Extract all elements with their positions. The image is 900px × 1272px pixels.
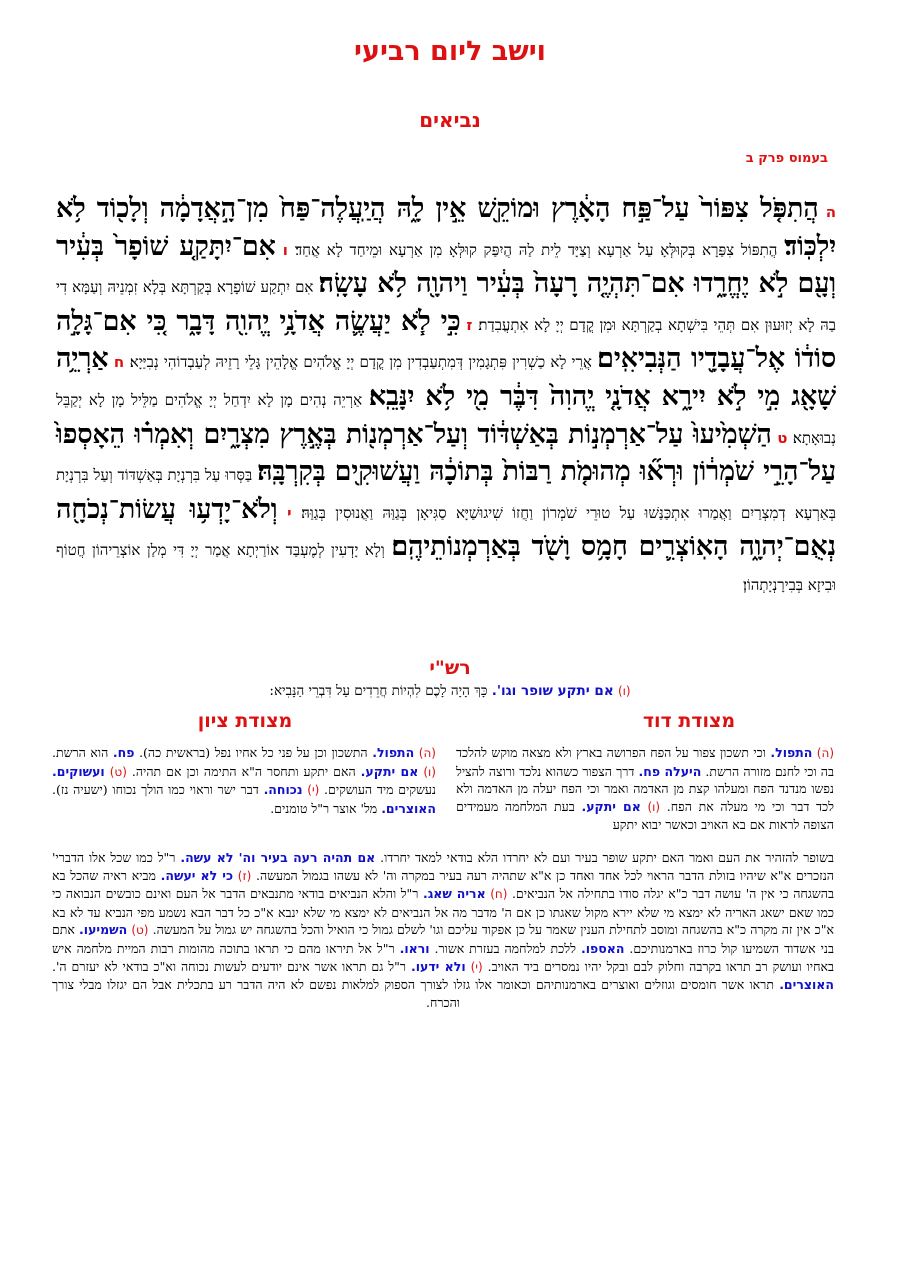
verse-number: ו <box>282 240 288 259</box>
verse-number: ח <box>113 353 125 372</box>
metzudat-david-column <box>456 744 834 834</box>
commentary-text: ר"ל גם תראו אשר אינם יודעים לעשות נכוחה וא"כ בודאי לא יעזרם ה'. <box>52 958 407 974</box>
metzudat-zion-title: מצודת ציון <box>197 710 293 732</box>
section-subtitle: נביאים <box>419 108 481 132</box>
commentary-keyword: כי לא יעשה. <box>160 867 234 883</box>
verse-hebrew: אִם־יִתָּקַ֤ע שׁוֹפָר֙ בְּעִ֔יר וְעָ֖ם לֹ֣א יֶחֱרָ֑דוּ אִם־תִּהְיֶ֤ה רָעָה֙ בְּעִ֔יר וַיהוָ֖ה לֹ֥א עָשָֽׂה׃ <box>56 230 836 300</box>
commentary-keyword: ולא ידעו. <box>410 958 466 974</box>
commentary-keyword: אם יתקע. <box>360 763 419 779</box>
verse-hebrew: אַרְיֵ֥ה שָׁאָ֖ג מִ֣י לֹ֣א יִירָ֑א אֲדֹנָ֤י יֱהוִה֙ דִּבֶּ֔ר מִ֖י לֹ֥א יִנָּבֵֽא׃ <box>56 343 836 412</box>
rashi-title: רש"י <box>429 657 471 679</box>
commentary-text: אתם בני אשדוד השמיעו קול כרוז בארמנותיכם. <box>52 922 834 956</box>
commentary-verse-number: (ו) <box>647 799 661 814</box>
commentary-text: ר"ל אל תיראו מהם כי תראו בתוכה מהומות רבות המיית מלחמה איש באחיו ועושק רב תראו בקרבה וחלוק לבם ובקל יהיו נמסרים ביד האויב. <box>52 940 835 974</box>
commentary-keyword: התפול. <box>372 745 415 760</box>
commentary-verse-number: (ה) <box>418 746 436 760</box>
verse-number: ז <box>466 315 473 334</box>
commentary-verse-number: (ט) <box>109 764 127 779</box>
verse-number: י <box>287 503 292 522</box>
verse-hebrew: וְלֹא־יָדְע֥וּ עֲשׂוֹת־נְכֹחָ֖ה נְאֻם־יְהוָ֑ה הָאֽוֹצְרִ֛ים חָמָ֥ס וָשֹׁ֖ד בְּאַרְמְנוֹתֵיהֶֽם׃ <box>56 493 836 563</box>
commentary-keyword: אם יתקע. <box>581 798 641 814</box>
verse-targum: הֲתִפּוֹל צִפַּרָא בְּקוּלְּאָ עַל אַרְעָא וְצַיָּד לֵית לַהּ הֲיִפַּק קוּלְּאָ מִן אַרְעָא וּמֵיחַד לָא אֲחַד׃ <box>294 240 778 259</box>
metzudat-david-title: מצודת דוד <box>642 710 736 732</box>
chapter-label: בעמוס פרק ב <box>745 151 828 166</box>
commentary-text: תראו אשר חומסים וגוזלים ואוצרים בארמנותיהם וכאומר אלו גזלו לצורך הספוק למלאות נפשם לא היה הדבר רע בתכלית אבל הם יגזלו מבלי צורך והכרח. <box>52 977 774 1010</box>
commentary-keyword: ועשוקים. <box>52 763 105 779</box>
commentary-text: בשופר להזהיר את העם ואמר האם יתקע שופר בעיר ועם לא יחרדו הלא בודאי למאד יחרדו. <box>380 850 834 865</box>
verse-targum: אֲרֵי לָא כַשְׁרִין פִּתְגָמִין דְּמִתְעַבְדִין מִן קֳדָם יְיָ אֱלֹהִים אֱלָהֵין גָּלֵי רָזֵיהּ לְעַבְדוֹהִי נְבִיַּיָא׃ <box>129 353 592 372</box>
commentary-text: מל' אוצר ר"ל טומנים. <box>270 800 378 816</box>
verse-targum: אִם יִתְקַע שׁוֹפָרָא בְּקַרְתָּא בְּלָא זִמְנֵיהּ וְעַמָּא דִי בַהּ לָא יְזוּעוּן אִם תְּהֵי בִּישְׁתָא בְקַרְתָּא וּמִן קֳדָם יְיָ לָא אִתְעֲבִדַת׃ <box>56 278 836 334</box>
commentary-keyword: נכוחה. <box>263 782 303 798</box>
commentary-verse-number: (י) <box>307 783 320 798</box>
metzudat-david-continued <box>52 849 834 1011</box>
metzudat-zion-column <box>52 744 436 817</box>
commentary-keyword: השמיעו. <box>79 922 128 938</box>
commentary-text: ללכת למלחמה בעזרת אשור. <box>434 940 576 956</box>
commentary-text: דבר ישר וראוי כמו הולך נכוחו (ישעיה נז). <box>52 782 259 798</box>
page-title: וישב ליום רביעי <box>354 36 546 67</box>
verse-hebrew: הַשְׁמִ֙יעוּ֙ עַל־אַרְמְנ֣וֹת בְּאַשְׁדּ֔וֹד וְעַל־אַרְמְנ֖וֹת בְּאֶ֣רֶץ מִצְרָ֑יִם וְאִמְר֗וּ הֵאָסְפוּ֙ עַל־הָרֵ֣י שֹׁמְר֔וֹן וּרְא֞וּ מְהוּמֹ֤ת רַבּוֹת֙ בְּתוֹכָ֔הּ וַעֲשׁוּקִ֖ים בְּקִרְבָּֽהּ׃ <box>56 418 836 488</box>
verse-hebrew: כִּ֣י לֹ֧א יַעֲשֶׂ֛ה אֲדֹנָ֥י יֱהוִ֖ה דָּבָ֑ר כִּ֚י אִם־גָּלָ֣ה סוֹד֔וֹ אֶל־עֲבָדָ֖יו הַנְּבִיאִֽים׃ <box>56 305 836 375</box>
commentary-text: נעשקים מיד העושקים. <box>324 782 436 798</box>
rashi-text: כָּךְ הָיָה לָכֶם לִהְיוֹת חֲרֵדִים עַל דִּבְרֵי הַנָּבִיא: <box>269 683 488 699</box>
verse-number: ה <box>825 203 836 221</box>
commentary-verse-number: (ח) <box>490 887 508 902</box>
commentary-text: דרך הצפור כשהוא נלכד ורוצה להציל נפשו מנדנד הפח ומעלהו קצת מן האדמה ואמר וכי הפח יעלה מן האדמה ולא לכד דבר וכי מי מעלה את הפח. <box>456 763 834 814</box>
commentary-keyword: היעלה פח. <box>638 763 702 779</box>
commentary-verse-number: (ה) <box>816 746 834 760</box>
commentary-text: מביא ראיה שהכל בא בהשגחה כי אין ה' עושה דבר כ"א יגלה סודו בתחילה אל הנביאים. <box>52 867 834 902</box>
rashi-verse-number: (ו) <box>617 684 631 698</box>
commentary-keyword: האוצרים. <box>381 800 436 816</box>
commentary-keyword: וראו. <box>399 940 430 956</box>
commentary-text: הוא הרשת. <box>52 745 109 760</box>
commentary-keyword: אם תהיה רעה בעיר וה' לא עשה. <box>180 850 376 865</box>
verse-hebrew: הֲתִפֹּ֤ל צִפּוֹר֙ עַל־פַּ֣ח הָאָ֔רֶץ וּמוֹקֵ֖שׁ אֵ֣ין לָ֑הּ הֲיַֽעֲלֶה־פַּח֙ מִן־הָ֣אֲדָמָ֔ה וְלָכ֖וֹד לֹ֥א יִלְכּֽוֹד׃ <box>56 193 837 262</box>
commentary-verse-number: (י) <box>470 959 483 974</box>
rashi-keyword: אם יתקע שופר וגו'. <box>491 683 614 699</box>
commentary-verse-number: (ו) <box>423 764 436 779</box>
commentary-keyword: פח. <box>112 745 135 760</box>
commentary-text: ר"ל כמו שכל אלו הדברי' הנזכרים א"א שיהיו בזולת הדבר הראוי לכל אחד ואחד כן א"א שתהיה רעה בעיר במקרה וה' לא עשהו בגמול המעשה. <box>52 850 834 883</box>
verse-targum: אַרְיֵה נְהִים מָן לָא יִדְחַל יְיָ אֱלֹהִים מַלֵּיל מָן לָא יְקַבֵּל נְבוּאָתָא׃ <box>56 390 836 447</box>
commentary-verse-number: (ט) <box>131 923 149 938</box>
commentary-verse-number: (ז) <box>237 868 252 883</box>
commentary-keyword: האוצרים. <box>779 977 834 993</box>
commentary-text: האם יתקע ותחסר ה"א התימה וכן אם תהיה. <box>131 763 356 779</box>
commentary-text: בעת המלחמה מעמידים הצופה לראות אם בא האויב וכאשר יבוא יתקע <box>456 798 834 833</box>
verse-targum: וְלָא יָדְעִין לְמֶעְבַּד אוֹרַיְתָא אֲמַר יְיָ דִּי מְלַן אוֹצְרֵיהוֹן חֲטוֹף וּבִיזָא בְּבִירָנְיָתְהוֹן׃ <box>56 541 836 594</box>
commentary-text: התשכון וכן על פני כל אחיו נפל (בראשית כה). <box>139 745 368 760</box>
scripture-text <box>56 192 836 603</box>
verse-number: ט <box>777 428 788 447</box>
commentary-text: ר"ל והלא הנביאים בודאי מתנבאים הדבר אל העם ואינם כובשים הנבואה כי כמו שאם ישאג האריה לא ימצא מי שלא יירא מקול שאגתו כן אם ה' מדבר מה אל הנביאים לא ימצא מי שלא ינבא א"כ כל דבר הבא נשמע מפי הנביא עד לא בא א"כ אין זה מקרה כ"א בהשגחה ומוסב לתחילת הענין שאמר על כן אפקוד עליכם וגו' לשלם גמול כי הואיל והכל בהשגחה יש גמול על המעשה. <box>52 886 834 938</box>
commentary-keyword: האספו. <box>580 940 625 956</box>
verse-targum: בַּסְּרוּ עַל בִּרְנְיָת בְּאַשְׁדּוֹד וְעַל בִּרְנְיָת בְּאַרְעָא דְמִצְרַיִם וַאֲמַרוּ אִתְכַּנַּשׁוּ עַל טוּרֵי שֹׁמְרוֹן וַחֲזוֹ שִׁיגוּשַׁיָּא סַגִּיאָן בְּגַוַּהּ וַאֲנוּסִין בְּגַוַּהּ׃ <box>56 466 837 522</box>
rashi-commentary <box>60 683 840 699</box>
commentary-keyword: אריה שאג. <box>422 886 486 902</box>
commentary-text: וכי תשכון צפור על הפח הפרושה בארץ ולא מצאה מוקש להלכד בה וכי לחנם מזורה הרשת. <box>456 745 834 779</box>
commentary-keyword: התפול. <box>770 745 813 760</box>
